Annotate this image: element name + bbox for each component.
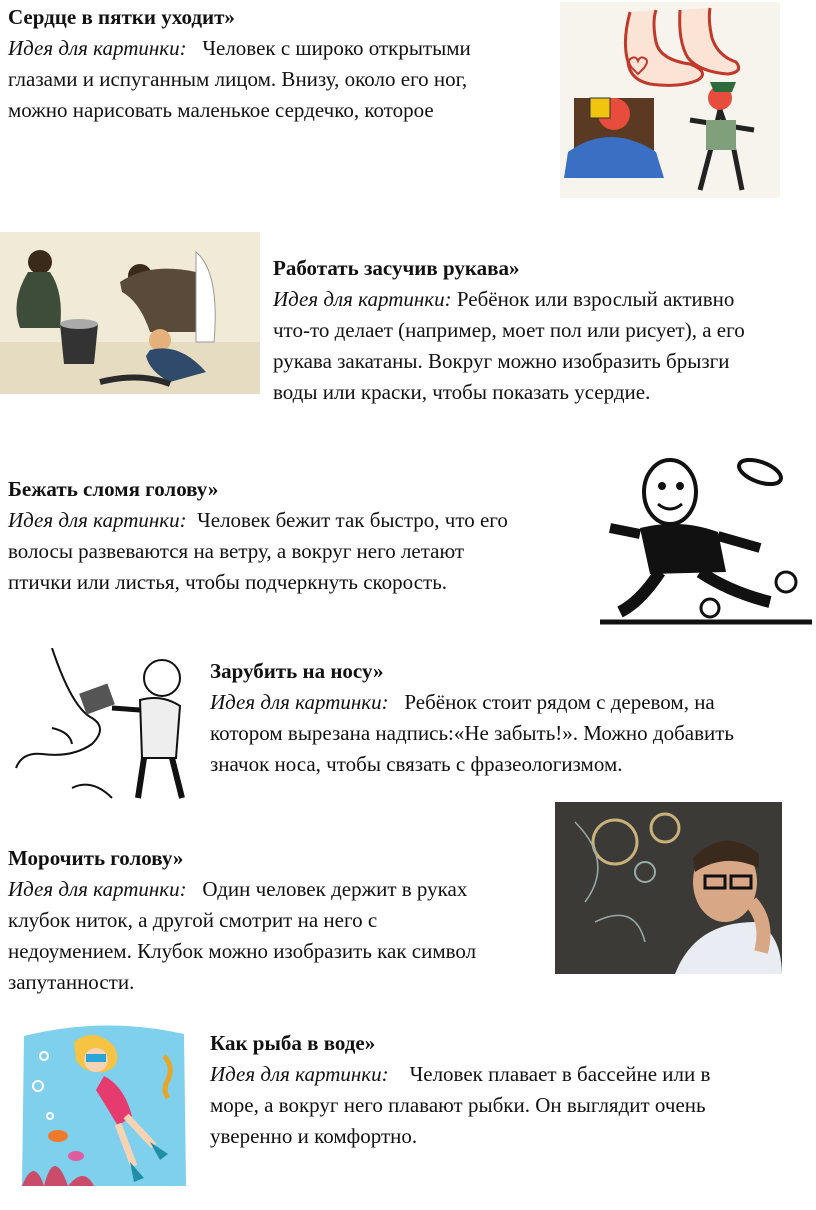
illustration-fish-in-water: [14, 1016, 196, 1192]
text-line: птички или листья, чтобы подчеркнуть скорость.: [8, 570, 448, 594]
section-run: [8, 474, 508, 598]
idea-label: Идея для картинки:: [8, 508, 187, 532]
idea-label: Идея для картинки:: [210, 1062, 389, 1086]
idea-label: Идея для картинки:: [8, 877, 187, 901]
illustration-rolled-sleeves: [0, 232, 260, 394]
idea-label: Идея для картинки:: [8, 36, 187, 60]
text-line: можно нарисовать маленькое сердечко, которое: [8, 98, 434, 122]
text-line: рукава закатаны. Вокруг можно изобразить брызги: [273, 349, 730, 373]
text-line: что-то делает (например, моет пол или рисует), а его: [273, 318, 745, 342]
illustration-heart-in-heels: [560, 2, 780, 198]
section-title: Как рыба в воде»: [210, 1031, 376, 1055]
text-line: запутанности.: [8, 970, 135, 994]
text-line: котором вырезана надпись:«Не забыть!». Можно добавить: [210, 721, 734, 745]
section-sleeves: [273, 253, 745, 408]
washing-floor-image: [0, 232, 260, 394]
section-fish: [210, 1028, 710, 1152]
text-line: Ребёнок или взрослый активно: [456, 287, 735, 311]
illustration-running-man: [600, 452, 812, 628]
section-head: [8, 843, 476, 998]
section-title: Зарубить на носу»: [210, 659, 384, 683]
text-line: Человек плавает в бассейне или в: [409, 1062, 711, 1086]
text-line: уверенно и комфортно.: [210, 1124, 418, 1148]
text-line: Один человек держит в руках: [202, 877, 468, 901]
text-line: Ребёнок стоит рядом с деревом, на: [404, 690, 715, 714]
section-title: Бежать сломя голову»: [8, 477, 219, 501]
boy-nose-image: [12, 648, 192, 812]
illustration-nose: [12, 648, 192, 812]
scared-cartoon-image: [560, 2, 780, 198]
text-line: море, а вокруг него плавают рыбки. Он выглядит очень: [210, 1093, 706, 1117]
text-line: Человек бежит так быстро, что его: [197, 508, 508, 532]
text-line: глазами и испуганным лицом. Внизу, около его ног,: [8, 67, 468, 91]
text-line: воды или краски, чтобы показать усердие.: [273, 380, 651, 404]
idea-label: Идея для картинки:: [273, 287, 452, 311]
section-nose: [210, 656, 734, 780]
thinking-man-image: [555, 802, 782, 974]
illustration-confused-head: [555, 802, 782, 974]
section-title: Морочить голову»: [8, 846, 184, 870]
text-line: волосы развеваются на ветру, а вокруг него летают: [8, 539, 465, 563]
text-line: значок носа, чтобы связать с фразеологизмом.: [210, 752, 623, 776]
section-title: Работать засучив рукава»: [273, 256, 520, 280]
idea-label: Идея для картинки:: [210, 690, 389, 714]
section-title: Сердце в пятки уходит»: [8, 5, 235, 29]
running-man-image: [600, 452, 812, 628]
swimming-girl-image: [14, 1016, 196, 1192]
text-line: недоумением. Клубок можно изобразить как символ: [8, 939, 477, 963]
section-heart: [8, 2, 471, 126]
text-line: клубок ниток, а другой смотрит на него с: [8, 908, 378, 932]
text-line: Человек с широко открытыми: [202, 36, 471, 60]
